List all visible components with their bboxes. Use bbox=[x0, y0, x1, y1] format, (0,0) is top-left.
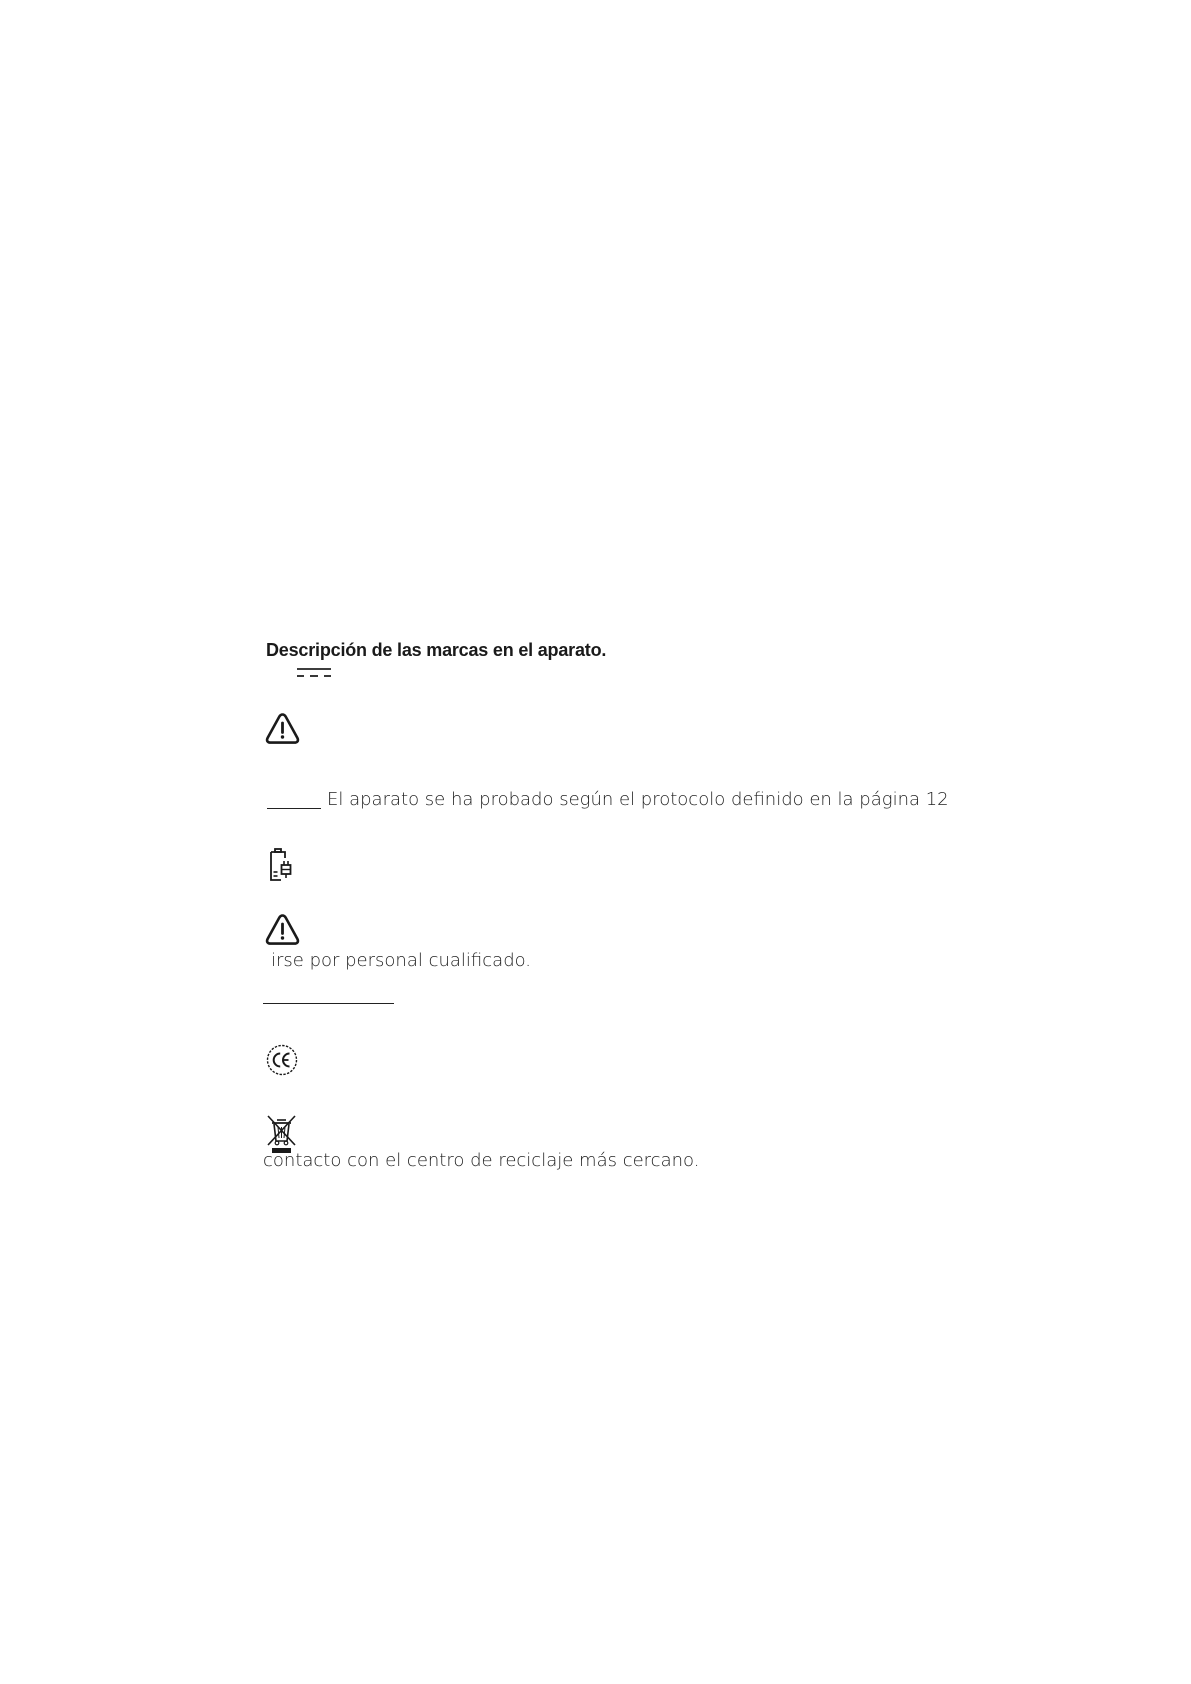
separator-line bbox=[263, 1003, 394, 1004]
section-heading: Descripción de las marcas en el aparato. bbox=[266, 640, 607, 660]
crossed-out-wheelie-bin-icon bbox=[266, 1114, 298, 1154]
warning-triangle-icon bbox=[265, 913, 300, 946]
direct-current-icon bbox=[296, 667, 332, 679]
qualified-personnel-text: irse por personal cualificado. bbox=[271, 950, 532, 971]
ce-mark-icon bbox=[266, 1044, 298, 1076]
fill-in-blank-line bbox=[267, 808, 321, 809]
tested-protocol-note: El aparato se ha probado según el protocolo definido en la página 12 bbox=[327, 789, 949, 810]
warning-triangle-icon bbox=[265, 712, 300, 745]
recycling-centre-text: contacto con el centro de reciclaje más cercano. bbox=[263, 1150, 700, 1171]
battery-charging-icon bbox=[268, 848, 294, 882]
